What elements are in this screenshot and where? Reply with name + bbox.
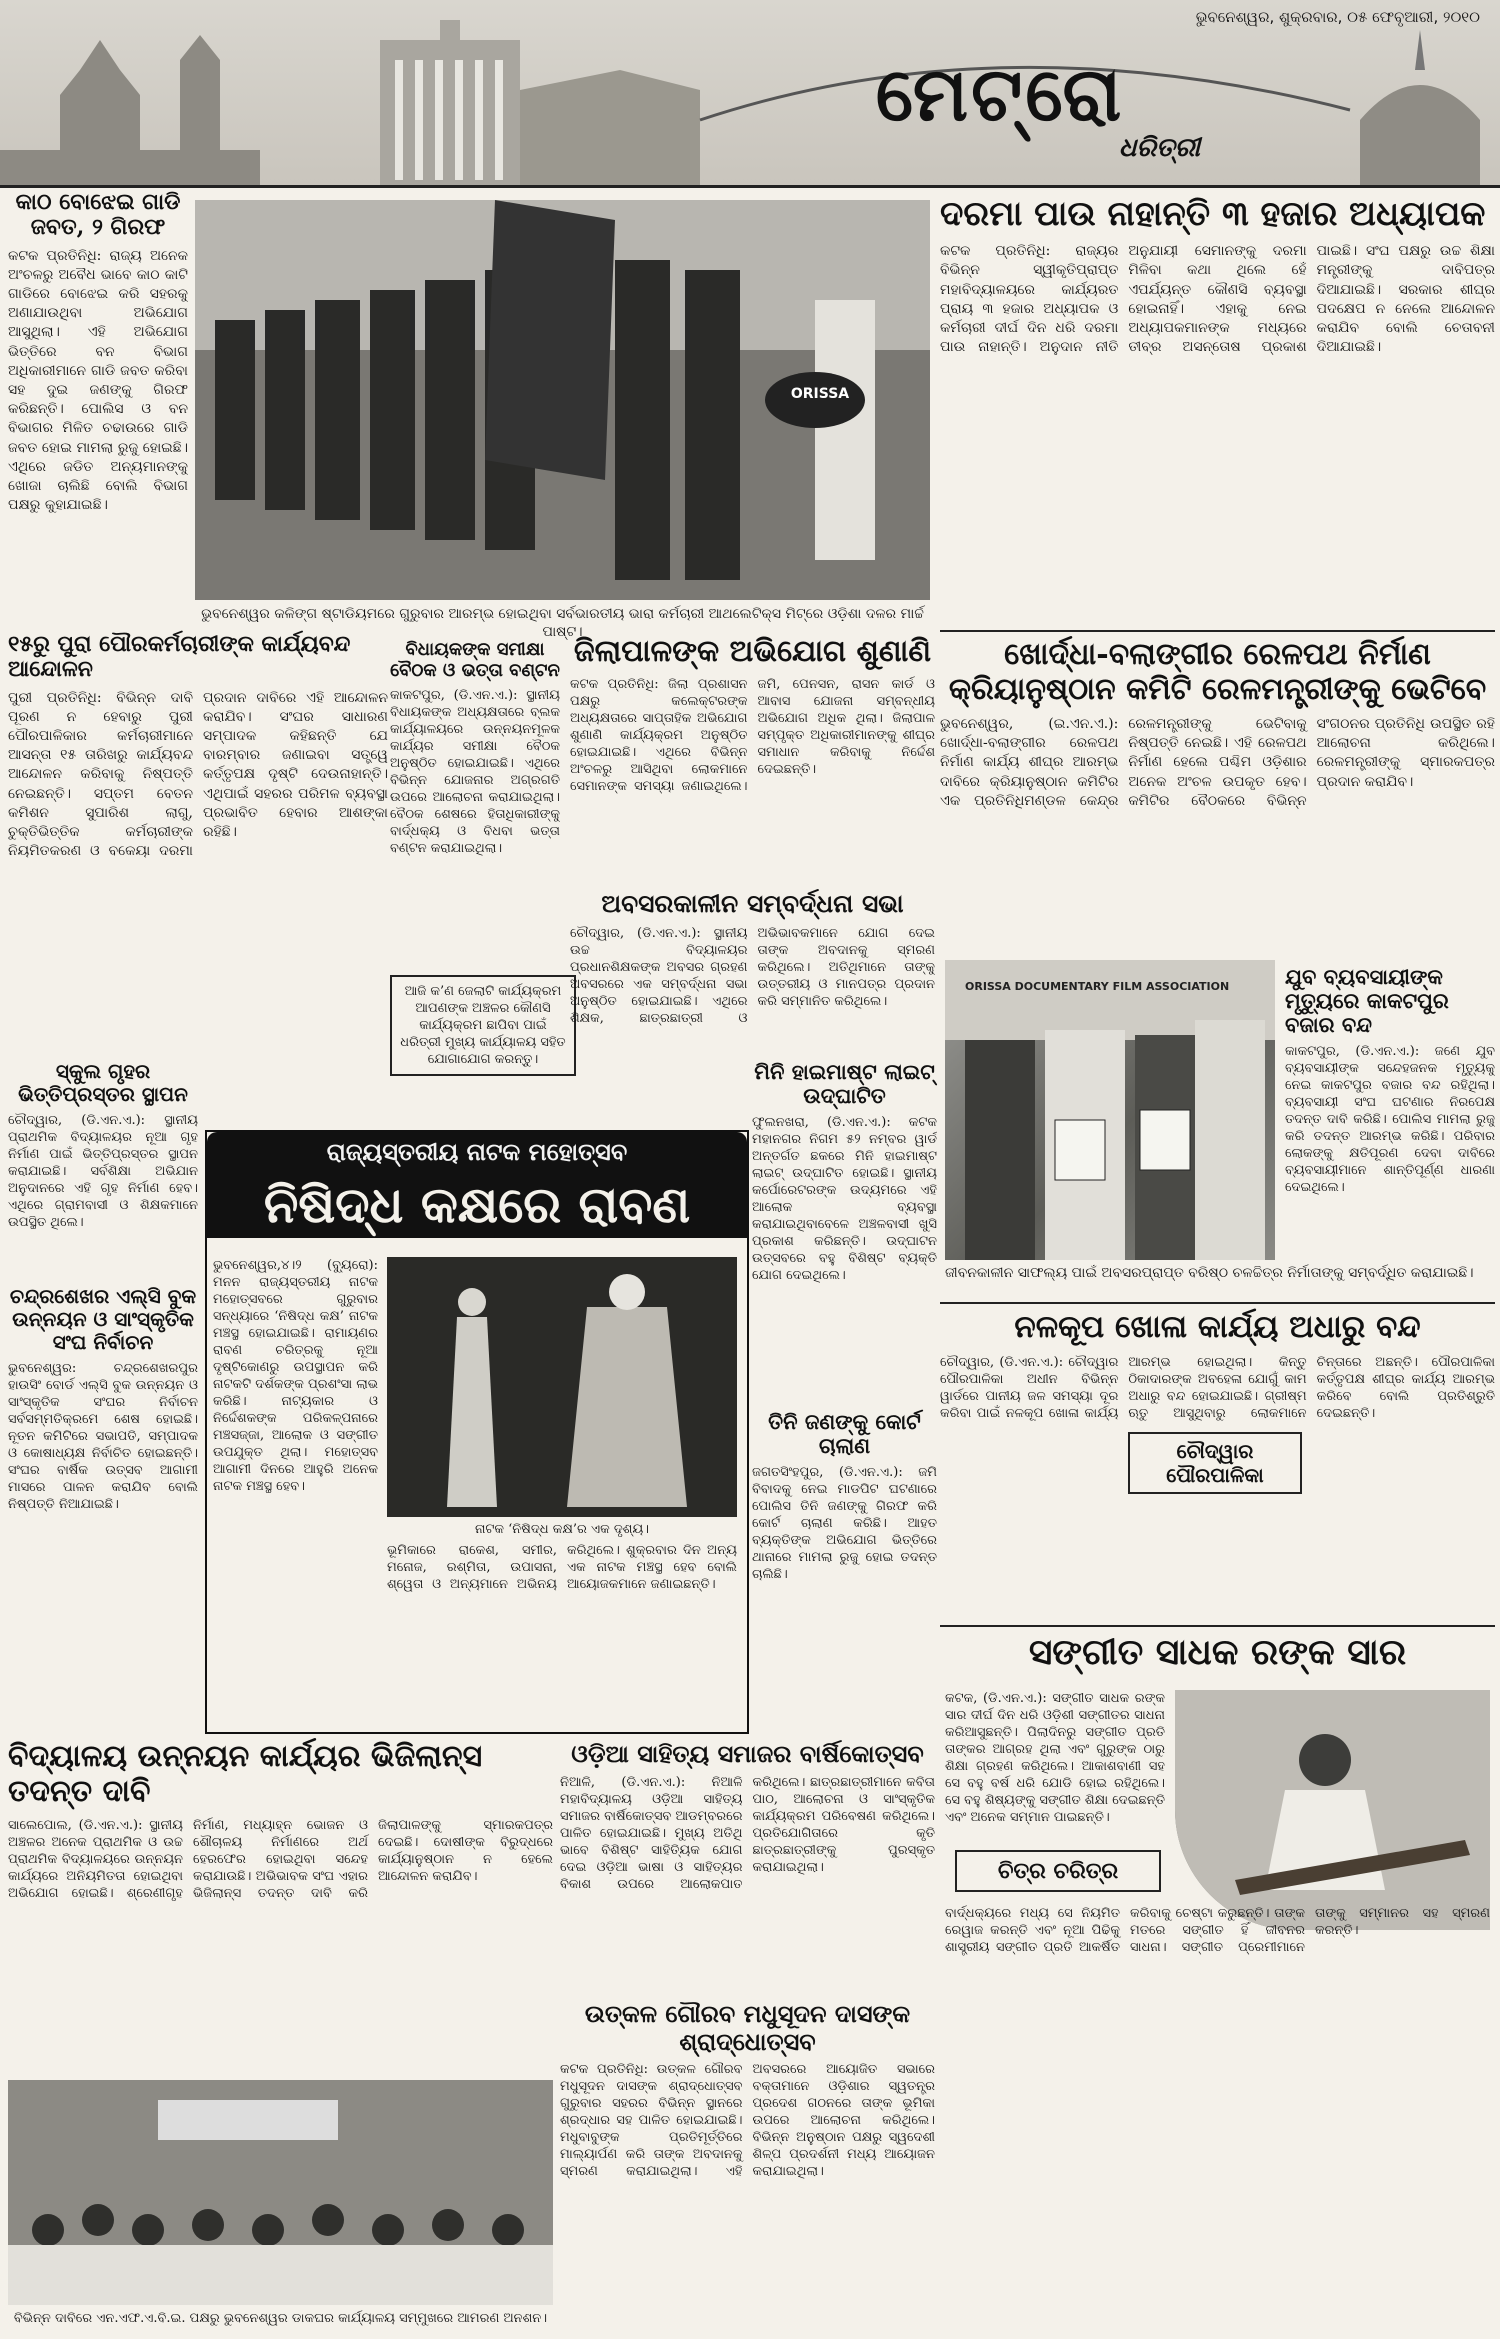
headline: ଚନ୍ଦ୍ରଶେଖର ଏଲ୍ସି ବୁକ ଉନ୍ନୟନ ଓ ସାଂସ୍କୃତିକ ସଂଘ ନିର୍ବାଚନ	[9, 1284, 197, 1354]
natak-photo	[387, 1257, 737, 1517]
divider	[940, 630, 1495, 632]
divider	[940, 1302, 1495, 1304]
headline: ୧୫ରୁ ପୁରା ପୌରକର୍ମଚାରୀଙ୍କ କାର୍ଯ୍ୟବନ୍ଦ ଆନ୍ଦୋଳନ	[8, 631, 351, 683]
parade-photo	[195, 200, 930, 600]
headline: ଜିଲାପାଳଙ୍କ ଅଭିଯୋଗ ଶୁଣାଣି	[573, 634, 932, 669]
article-body: କଟକ ପ୍ରତିନିଧି: ଉତ୍କଳ ଗୌରବ ମଧୁସୂଦନ ଦାସଙ୍କ ଶ୍ରାଦ୍ଧୋତ୍ସବ ଗୁରୁବାର ସହରର ବିଭିନ୍ନ ସ୍ଥାନରେ ଶ୍ରଦ୍ଧାର ସହ ପାଳିତ ହୋଇଯାଇଛି। ମଧୁବାବୁଙ୍କ ପ୍ରତିମୂର୍ତ୍ତିରେ ମାଲ୍ୟାର୍ପଣ କରି ତାଙ୍କ ଅବଦାନକୁ ସ୍ମରଣ କରାଯାଇଥିଲା। ଏହି ଅବସରରେ ଆୟୋଜିତ ସଭାରେ ବକ୍ତାମାନେ ଓଡ଼ିଶାର ସ୍ୱତନ୍ତ୍ର ପ୍ରଦେଶ ଗଠନରେ ତାଙ୍କ ଭୂମିକା ଉପରେ ଆଲୋଚନା କରିଥିଲେ। ବିଭିନ୍ନ ଅନୁଷ୍ଠାନ ପକ୍ଷରୁ ସ୍ୱଦେଶୀ ଶିଳ୍ପ ପ୍ରଦର୍ଶନୀ ମଧ୍ୟ ଆୟୋଜନ କରାଯାଇଥିଲା।	[560, 2062, 935, 2180]
sangeeta-tag: ଚିତ୍ର ଚରିତ୍ର	[955, 1850, 1161, 1892]
article-natak	[205, 1130, 749, 1734]
article-jilapala	[570, 635, 935, 836]
sangeeta-photo	[1175, 1690, 1490, 1930]
headline: ଓଡ଼ିଆ ସାହିତ୍ୟ ସମାଜର ବାର୍ଷିକୋତ୍ସବ	[571, 1739, 924, 1768]
article-body: ସାଲେପୋଲ, (ଡି.ଏନ.ଏ.): ସ୍ଥାନୀୟ ଅଞ୍ଚଳର ଅନେକ ପ୍ରାଥମିକ ଓ ଉଚ୍ଚ ପ୍ରାଥମିକ ବିଦ୍ୟାଳୟରେ ଉନ୍ନୟନ କାର୍ଯ୍ୟରେ ଅନିୟମିତତା ହୋଇଥିବା ଅଭିଯୋଗ ହୋଇଛି। ଶ୍ରେଣୀଗୃହ ନିର୍ମାଣ, ମଧ୍ୟାହ୍ନ ଭୋଜନ ଓ ଶୌଚାଳୟ ନିର୍ମାଣରେ ଅର୍ଥ ହେରଫେର ହୋଇଥିବା ସନ୍ଦେହ କରାଯାଉଛି। ଅଭିଭାବକ ସଂଘ ଏହାର ଭିଜିଲାନ୍ସ ତଦନ୍ତ ଦାବି କରି ଜିଲାପାଳଙ୍କୁ ସ୍ମାରକପତ୍ର ଦେଇଛି। ଦୋଷୀଙ୍କ ବିରୁଦ୍ଧରେ କାର୍ଯ୍ୟାନୁଷ୍ଠାନ ନ ହେଲେ ଆନ୍ଦୋଳନ କରାଯିବ।	[8, 1818, 553, 1901]
article-body: ନିଆଳି, (ଡି.ଏନ.ଏ.): ନିଆଳି ମହାବିଦ୍ୟାଳୟ ଓଡ଼ିଆ ସାହିତ୍ୟ ସମାଜର ବାର୍ଷିକୋତ୍ସବ ଆଡମ୍ବରରେ ପାଳିତ ହୋଇଯାଇଛି। ମୁଖ୍ୟ ଅତିଥି ଭାବେ ବିଶିଷ୍ଟ ସାହିତ୍ୟିକ ଯୋଗ ଦେଇ ଓଡ଼ିଆ ଭାଷା ଓ ସାହିତ୍ୟର ବିକାଶ ଉପରେ ଆଲୋକପାତ କରିଥିଲେ। ଛାତ୍ରଛାତ୍ରୀମାନେ କବିତା ପାଠ, ଆଲୋଚନା ଓ ସାଂସ୍କୃତିକ କାର୍ଯ୍ୟକ୍ରମ ପରିବେଷଣ କରିଥିଲେ। ପ୍ରତିଯୋଗିତାରେ କୃତି ଛାତ୍ରଛାତ୍ରୀଙ୍କୁ ପୁରସ୍କୃତ କରାଯାଇଥିଲା।	[560, 1774, 935, 1892]
award-banner: ORISSA DOCUMENTARY FILM ASSOCIATION	[965, 980, 1230, 993]
headline: ଖୋର୍ଦ୍ଧା-ବଲାଙ୍ଗୀର ରେଳପଥ ନିର୍ମାଣ	[1004, 637, 1431, 672]
article-bidhayak	[390, 640, 560, 937]
dharana-illustration	[8, 2080, 553, 2305]
article-chandrasekhar	[8, 1285, 198, 1740]
article-body: କାକଟପୁର, (ଡି.ଏନ.ଏ.): ଜଣେ ଯୁବ ବ୍ୟବସାୟୀଙ୍କ ସନ୍ଦେହଜନକ ମୃତ୍ୟୁକୁ ନେଇ କାକଟପୁର ବଜାର ବନ୍ଦ ରହିଥିଲା। ବ୍ୟବସାୟୀ ସଂଘ ଘଟଣାର ନିରପେକ୍ଷ ତଦନ୍ତ ଦାବି କରିଛି। ପୋଲିସ ମାମଲା ରୁଜୁ କରି ତଦନ୍ତ ଆରମ୍ଭ କରିଛି। ପରିବାର ଲୋକଙ୍କୁ କ୍ଷତିପୂରଣ ଦେବା ଦାବିରେ ବ୍ୟବସାୟୀମାନେ ଶାନ୍ତିପୂର୍ଣ୍ଣ ଧାରଣା ଦେଇଥିଲେ।	[1285, 1044, 1495, 1196]
article-body: ଭୁବନେଶ୍ୱର,୪।୨ (ବ୍ୟୁରୋ): ମନନ ରାଜ୍ୟସ୍ତରୀୟ ନାଟକ ମହୋତ୍ସବରେ ଗୁରୁବାର ସନ୍ଧ୍ୟାରେ ‘ନିଷିଦ୍ଧ କକ୍ଷ’ ନାଟକ ମଞ୍ଚସ୍ଥ ହୋଇଯାଇଛି। ରାମାୟଣର ରାବଣ ଚରିତ୍ରକୁ ନୂଆ ଦୃଷ୍ଟିକୋଣରୁ ଉପସ୍ଥାପନ କରି ନାଟକଟି ଦର୍ଶକଙ୍କ ପ୍ରଶଂସା ଲାଭ କରିଛି। ନାଟ୍ୟକାର ଓ ନିର୍ଦ୍ଦେଶକଙ୍କ ପରିକଳ୍ପନାରେ ମଞ୍ଚସଜ୍ଜା, ଆଲୋକ ଓ ସଙ୍ଗୀତ ଉପଯୁକ୍ତ ଥିଲା। ମହୋତ୍ସବ ଆଗାମୀ ଦିନରେ ଆହୁରି ଅନେକ ନାଟକ ମଞ୍ଚସ୍ଥ ହେବ।	[213, 1258, 378, 1494]
article-darama	[940, 195, 1495, 592]
article-body: ପୁରୀ ପ୍ରତିନିଧି: ବିଭିନ୍ନ ଦାବି ପୂରଣ ନ ହେବାରୁ ପୁରୀ ପୌରପାଳିକାର କର୍ମଚାରୀମାନେ ଆସନ୍ତା ୧୫ ତାରିଖରୁ କାର୍ଯ୍ୟବନ୍ଦ ଆନ୍ଦୋଳନ କରିବାକୁ ନିଷ୍ପତ୍ତି ନେଇଛନ୍ତି। ସପ୍ତମ ବେତନ କମିଶନ ସୁପାରିଶ ଲାଗୁ, ଚୁକ୍ତିଭିତ୍ତିକ କର୍ମଚାରୀଙ୍କ ନିୟମିତକରଣ ଓ ବକେୟା ଦରମା ପ୍ରଦାନ ଦାବିରେ ଏହି ଆନ୍ଦୋଳନ କରାଯିବ। ସଂଘର ସାଧାରଣ ସମ୍ପାଦକ କହିଛନ୍ତି ଯେ ବାରମ୍ବାର ଜଣାଇବା ସତ୍ତ୍ୱେ କର୍ତ୍ତୃପକ୍ଷ ଦୃଷ୍ଟି ଦେଉନାହାନ୍ତି। ଏଥିପାଇଁ ସହରର ପରିମଳ ବ୍ୟବସ୍ଥା ପ୍ରଭାବିତ ହେବାର ଆଶଙ୍କା ରହିଛି।	[8, 689, 388, 860]
article-body: ଜଗତସିଂହପୁର, (ଡି.ଏନ.ଏ.): ଜମି ବିବାଦକୁ ନେଇ ମାଡପିଟ ଘଟଣାରେ ପୋଲିସ ତିନି ଜଣଙ୍କୁ ଗିରଫ କରି କୋର୍ଟ ଚାଲାଣ କରିଛି। ଆହତ ବ୍ୟକ୍ତିଙ୍କ ଅଭିଯୋଗ ଭିତ୍ତିରେ ଥାନାରେ ମାମଲା ରୁଜୁ ହୋଇ ତଦନ୍ତ ଚାଲିଛି।	[752, 1465, 937, 1583]
article-body: ଫୁଲନଖରା, (ଡି.ଏନ.ଏ.): କଟକ ମହାନଗର ନିଗମ ୫୨ ନମ୍ବର ୱାର୍ଡ ଅନ୍ତର୍ଗତ ଛକରେ ମିନି ହାଇମାଷ୍ଟ ଲାଇଟ୍ ଉଦ୍‌ଘାଟିତ ହୋଇଛି। ସ୍ଥାନୀୟ କର୍ପୋରେଟରଙ୍କ ଉଦ୍ୟମରେ ଏହି ଆଲୋକ ବ୍ୟବସ୍ଥା କରାଯାଇଥିବାବେଳେ ଅଞ୍ଚଳବାସୀ ଖୁସି ପ୍ରକାଶ କରିଛନ୍ତି। ଉଦ୍‌ଘାଟନ ଉତ୍ସବରେ ବହୁ ବିଶିଷ୍ଟ ବ୍ୟକ୍ତି ଯୋଗ ଦେଇଥିଲେ।	[752, 1115, 937, 1284]
headline: ବିଧାୟକଙ୍କ ସମୀକ୍ଷା ବୈଠକ ଓ ଭତ୍ତା ବଣ୍ଟନ	[390, 639, 560, 681]
article-puro	[8, 632, 388, 1069]
article-tini	[752, 1410, 937, 1684]
headline: କାଠ ବୋଝେଇ ଗାଡି ଜବତ, ୨ ଗିରଫ	[15, 189, 181, 241]
article-body-continued: ଭୂମିକାରେ ରାକେଶ, ସମୀର, ମନୋଜ, ରଶ୍ମିତା, ଉପାସନା, ଶ୍ୱେତା ଓ ଅନ୍ୟମାନେ ଅଭିନୟ କରିଥିଲେ। ଶୁକ୍ରବାର ଦିନ ଅନ୍ୟ ଏକ ନାଟକ ମଞ୍ଚସ୍ଥ ହେବ ବୋଲି ଆୟୋଜକମାନେ ଜଣାଇଛନ୍ତି।	[387, 1543, 737, 1592]
promo-box	[390, 975, 576, 1076]
article-body: ଭୁବନେଶ୍ୱର, (ଇ.ଏନ.ଏ.): ଖୋର୍ଦ୍ଧା-ବଲାଙ୍ଗୀର ରେଳପଥ ନିର୍ମାଣ କାର୍ଯ୍ୟ ଶୀଘ୍ର ଆରମ୍ଭ ଦାବିରେ କ୍ରିୟାନୁଷ୍ଠାନ କମିଟିର ଏକ ପ୍ରତିନିଧିମଣ୍ଡଳ କେନ୍ଦ୍ର ରେଳମନ୍ତ୍ରୀଙ୍କୁ ଭେଟିବାକୁ ନିଷ୍ପତ୍ତି ନେଇଛି। ଏହି ରେଳପଥ ନିର୍ମାଣ ହେଲେ ପଶ୍ଚିମ ଓଡ଼ିଶାର ଅନେକ ଅଂଚଳ ଉପକୃତ ହେବ। କମିଟିର ବୈଠକରେ ବିଭିନ୍ନ ସଂଗଠନର ପ୍ରତିନିଧି ଉପସ୍ଥିତ ରହି ଆଲୋଚନା କରିଥିଲେ। ରେଳମନ୍ତ୍ରୀଙ୍କୁ ସ୍ମାରକପତ୍ର ପ୍ରଦାନ କରାଯିବ।	[940, 716, 1495, 809]
musician-illustration	[1175, 1690, 1490, 1930]
article-sangeeta	[940, 1632, 1495, 1673]
headline: ଯୁବ ବ୍ୟବସାୟୀଙ୍କ ମୃତ୍ୟୁରେ କାକଟପୁର ବଜାର ବନ୍ଦ	[1285, 964, 1449, 1038]
dharana-photo-caption: ବିଭିନ୍ନ ଦାବିରେ ଏନ.ଏଫ.ଏ.ବି.ଇ. ପକ୍ଷରୁ ଭୁବନେଶ୍ୱର ଡାକଘର କାର୍ଯ୍ୟାଳୟ ସମ୍ମୁଖରେ ଆମରଣ ଅନଶନ।	[13, 2311, 548, 2326]
award-illustration	[945, 960, 1275, 1260]
article-utkal	[560, 2000, 935, 2339]
headline: ନିଷିଦ୍ଧ କକ୍ଷରେ ରାବଣ	[207, 1172, 747, 1238]
award-photo	[945, 960, 1275, 1260]
award-photo-caption: ଜୀବନକାଳୀନ ସାଫଲ୍ୟ ପାଇଁ ଅବସରପ୍ରାପ୍ତ ବରିଷ୍ଠ ଚଳଚ୍ଚିତ୍ର ନିର୍ମାତାଙ୍କୁ ସମ୍ବର୍ଦ୍ଧିତ କରାଯାଇଛି।	[945, 1265, 1474, 1281]
subheadline: କ୍ରିୟାନୁଷ୍ଠାନ କମିଟି ରେଳମନ୍ତ୍ରୀଙ୍କୁ ଭେଟିବେ	[948, 671, 1487, 707]
headline: ଅବସରକାଳୀନ ସମ୍ବର୍ଦ୍ଧନା ସଭା	[601, 889, 904, 918]
divider	[940, 1625, 1495, 1627]
headline: ଉତ୍କଳ ଗୌରବ ମଧୁସୂଦନ ଦାସଙ୍କ ଶ୍ରାଦ୍ଧୋତ୍ସବ	[584, 1999, 911, 2056]
headline: ସ୍କୁଲ ଗୃହର ଭିତ୍ତିପ୍ରସ୍ତର ସ୍ଥାପନ	[18, 1059, 188, 1106]
natak-photo-caption: ନାଟକ ‘ନିଷିଦ୍ଧ କକ୍ଷ’ର ଏକ ଦୃଶ୍ୟ।	[474, 1522, 650, 1537]
headline: ଦରମା ପାଉ ନାହାନ୍ତି ୩ ହଜାର ଅଧ୍ୟାପକ	[940, 194, 1486, 234]
stage-illustration	[387, 1257, 737, 1517]
headline: ତିନି ଜଣଙ୍କୁ କୋର୍ଟ ଚାଲାଣ	[768, 1409, 921, 1459]
nalakupa-tag: ଚୌଦ୍ୱାର ପୌରପାଳିକା	[1128, 1432, 1302, 1494]
article-body: ଚୌଦ୍ୱାର, (ଡି.ଏନ.ଏ.): ସ୍ଥାନୀୟ ପ୍ରାଥମିକ ବିଦ୍ୟାଳୟର ନୂଆ ଗୃହ ନିର୍ମାଣ ପାଇଁ ଭିତ୍ତିପ୍ରସ୍ତର ସ୍ଥାପନ କରାଯାଇଛି। ସର୍ବଶିକ୍ଷା ଅଭିଯାନ ଅନୁଦାନରେ ଏହି ଗୃହ ନିର୍ମାଣ ହେବ। ଏଥିରେ ଗ୍ରାମବାସୀ ଓ ଶିକ୍ଷକମାନେ ଉପସ୍ଥିତ ଥିଲେ।	[8, 1113, 198, 1230]
dateline: ଭୁବନେଶ୍ୱର, ଶୁକ୍ରବାର, ୦୫ ଫେବୃଆରୀ, ୨୦୧୦	[1195, 8, 1480, 26]
headline: ମିନି ହାଇମାଷ୍ଟ ଲାଇଟ୍ ଉଦ୍‌ଘାଟିତ	[754, 1059, 935, 1109]
logo-subtitle: ଧରିତ୍ରୀ	[1118, 133, 1200, 163]
natak-banner: ରାଜ୍ୟସ୍ତରୀୟ ନାଟକ ମହୋତ୍ସବ	[207, 1132, 747, 1172]
parade-photo-caption: ଭୁବନେଶ୍ୱର କଳିଙ୍ଗ ଷ୍ଟାଡିୟମରେ ଗୁରୁବାର ଆରମ୍ଭ ହୋଇଥିବା ସର୍ବଭାରତୀୟ ଭାରା କର୍ମଚାରୀ ଆଥଲେଟିକ୍ସ ମିଟ୍‌ରେ ଓଡ଼ିଶା ଦଳର ମାର୍ଚ୍ଚ ପାଷ୍ଟ।	[201, 606, 924, 640]
article-yuba	[1285, 965, 1495, 1253]
article-body: କଟକ ପ୍ରତିନିଧି: ଜିଲା ପ୍ରଶାସନ ପକ୍ଷରୁ କଲେକ୍ଟରଙ୍କ ଅଧ୍ୟକ୍ଷତାରେ ସାପ୍ତାହିକ ଅଭିଯୋଗ ଶୁଣାଣି କାର୍ଯ୍ୟକ୍ରମ ଅନୁଷ୍ଠିତ ହୋଇଯାଇଛି। ଏଥିରେ ବିଭିନ୍ନ ଅଂଚଳରୁ ଆସିଥିବା ଲୋକମାନେ ସେମାନଙ୍କ ସମସ୍ୟା ଜଣାଇଥିଲେ। ଜମି, ପେନସନ, ରାସନ କାର୍ଡ ଓ ଆବାସ ଯୋଜନା ସମ୍ବନ୍ଧୀୟ ଅଭିଯୋଗ ଅଧିକ ଥିଲା। ଜିଲାପାଳ ସମ୍ପୃକ୍ତ ଅଧିକାରୀମାନଙ୍କୁ ଶୀଘ୍ର ସମାଧାନ କରିବାକୁ ନିର୍ଦ୍ଦେଶ ଦେଇଛନ୍ତି।	[570, 676, 935, 794]
article-bidyalaya	[8, 1740, 553, 2117]
article-body: ଭୁବନେଶ୍ୱର: ଚନ୍ଦ୍ରଶେଖରପୁର ହାଉସିଂ ବୋର୍ଡ ଏଲ୍ସି ବୁକ ଉନ୍ନୟନ ଓ ସାଂସ୍କୃତିକ ସଂଘର ନିର୍ବାଚନ ସର୍ବସମ୍ମତିକ୍ରମେ ଶେଷ ହୋଇଛି। ନୂତନ କମିଟିରେ ସଭାପତି, ସମ୍ପାଦକ ଓ କୋଷାଧ୍ୟକ୍ଷ ନିର୍ବାଚିତ ହୋଇଛନ୍ତି। ସଂଘର ବାର୍ଷିକ ଉତ୍ସବ ଆଗାମୀ ମାସରେ ପାଳନ କରାଯିବ ବୋଲି ନିଷ୍ପତ୍ତି ନିଆଯାଇଛି।	[8, 1361, 198, 1512]
article-odia-sahitya	[560, 1740, 935, 1994]
headline: ବିଦ୍ୟାଳୟ ଉନ୍ନୟନ କାର୍ଯ୍ୟର ଭିଜିଲାନ୍ସ ତଦନ୍ତ ଦାବି	[8, 1739, 483, 1809]
sangeeta-body-continued: ବାର୍ଦ୍ଧକ୍ୟରେ ମଧ୍ୟ ସେ ନିୟମିତ ରେୱାଜ କରନ୍ତି ଏବଂ ନୂଆ ପିଢିକୁ ଶାସ୍ତ୍ରୀୟ ସଙ୍ଗୀତ ପ୍ରତି ଆକର୍ଷିତ କରିବାକୁ ଚେଷ୍ଟା କରୁଛନ୍ତି। ତାଙ୍କ ମତରେ ସଙ୍ଗୀତ ହିଁ ଜୀବନର ସାଧନା। ସଙ୍ଗୀତ ପ୍ରେମୀମାନେ ତାଙ୍କୁ ସମ୍ମାନର ସହ ସ୍ମରଣ କରନ୍ତି।	[945, 1906, 1490, 1955]
newspaper-logo	[760, 52, 1240, 163]
logo-title: ମେଟ୍ରୋ	[875, 52, 1125, 138]
article-school-house	[8, 1060, 198, 1262]
article-body: କାକଟପୁର, (ଡି.ଏନ.ଏ.): ସ୍ଥାନୀୟ ବିଧାୟକଙ୍କ ଅଧ୍ୟକ୍ଷତାରେ ବ୍ଲକ କାର୍ଯ୍ୟାଳୟରେ ଉନ୍ନୟନମୂଳକ କାର୍ଯ୍ୟର ସମୀକ୍ଷା ବୈଠକ ଅନୁଷ୍ଠିତ ହୋଇଯାଇଛି। ଏଥିରେ ବିଭିନ୍ନ ଯୋଜନାର ଅଗ୍ରଗତି ଉପରେ ଆଲୋଚନା କରାଯାଇଥିଲା। ବୈଠକ ଶେଷରେ ହିତାଧିକାରୀଙ୍କୁ ବାର୍ଦ୍ଧକ୍ୟ ଓ ବିଧବା ଭତ୍ତା ବଣ୍ଟନ କରାଯାଇଥିଲା।	[390, 688, 560, 857]
article-body: ଚୌଦ୍ୱାର, (ଡି.ଏନ.ଏ.): ସ୍ଥାନୀୟ ଉଚ୍ଚ ବିଦ୍ୟାଳୟର ପ୍ରଧାନଶିକ୍ଷକଙ୍କ ଅବସର ଗ୍ରହଣ ଅବସରରେ ଏକ ସମ୍ବର୍ଦ୍ଧନା ସଭା ଅନୁଷ୍ଠିତ ହୋଇଯାଇଛି। ଏଥିରେ ଶିକ୍ଷକ, ଛାତ୍ରଛାତ୍ରୀ ଓ ଅଭିଭାବକମାନେ ଯୋଗ ଦେଇ ତାଙ୍କ ଅବଦାନକୁ ସ୍ମରଣ କରିଥିଲେ। ଅତିଥିମାନେ ତାଙ୍କୁ ଉତ୍ତରୀୟ ଓ ମାନପତ୍ର ପ୍ରଦାନ କରି ସମ୍ମାନିତ କରିଥିଲେ।	[570, 925, 935, 1026]
article-body: କଟକ ପ୍ରତିନିଧି: ରାଜ୍ୟ ଅନେକ ଅଂଚଳରୁ ଅବୈଧ ଭାବେ କାଠ କାଟି ଗାଡିରେ ବୋଝେଇ କରି ସହରକୁ ଅଣାଯାଉଥିବା ଅଭିଯୋଗ ଆସୁଥିଲା। ଏହି ଅଭିଯୋଗ ଭିତ୍ତିରେ ବନ ବିଭାଗ ଅଧିକାରୀମାନେ ଗାଡି ଜବତ କରିବା ସହ ଦୁଇ ଜଣଙ୍କୁ ଗିରଫ କରିଛନ୍ତି। ପୋଲିସ ଓ ବନ ବିଭାଗର ମିଳିତ ଚଢାଉରେ ଗାଡି ଜବତ ହୋଇ ମାମଲା ରୁଜୁ ହୋଇଛି। ଏଥିରେ ଜଡିତ ଅନ୍ୟମାନଙ୍କୁ ଖୋଜା ଚାଲିଛି ବୋଲି ବିଭାଗ ପକ୍ଷରୁ କୁହାଯାଇଛି।	[8, 247, 188, 514]
article-gadi	[8, 190, 188, 647]
article-mini	[752, 1060, 937, 1384]
promo-text: ଆଜି କ’ଣ ଜେଲାଟି କାର୍ଯ୍ୟକ୍ରମ ଆପଣଙ୍କ ଅଞ୍ଚଳର କୌଣସି କାର୍ଯ୍ୟକ୍ରମ ଛାପିବା ପାଇଁ ଧରିତ୍ରୀ ମୁଖ୍ୟ କାର୍ଯ୍ୟାଳୟ ସହିତ ଯୋଗାଯୋଗ କରନ୍ତୁ।	[400, 984, 566, 1067]
dharana-photo	[8, 2080, 553, 2305]
orissa-sign: ORISSA	[790, 386, 850, 402]
article-body: କଟକ ପ୍ରତିନିଧି: ରାଜ୍ୟର ବିଭିନ୍ନ ସ୍ୱୀକୃତିପ୍ରାପ୍ତ ମହାବିଦ୍ୟାଳୟରେ କାର୍ଯ୍ୟରତ ପ୍ରାୟ ୩ ହଜାର ଅଧ୍ୟାପକ ଓ କର୍ମଚାରୀ ଦୀର୍ଘ ଦିନ ଧରି ଦରମା ପାଉ ନାହାନ୍ତି। ଅନୁଦାନ ନୀତି ଅନୁଯାୟୀ ସେମାନଙ୍କୁ ଦରମା ମିଳିବା କଥା ଥିଲେ ହେଁ ଏପର୍ଯ୍ୟନ୍ତ କୌଣସି ବ୍ୟବସ୍ଥା ହୋଇନାହିଁ। ଏହାକୁ ନେଇ ଅଧ୍ୟାପକମାନଙ୍କ ମଧ୍ୟରେ ତୀବ୍ର ଅସନ୍ତୋଷ ପ୍ରକାଶ ପାଇଛି। ସଂଘ ପକ୍ଷରୁ ଉଚ୍ଚ ଶିକ୍ଷା ମନ୍ତ୍ରୀଙ୍କୁ ଦାବିପତ୍ର ଦିଆଯାଇଛି। ସରକାର ଶୀଘ୍ର ପଦକ୍ଷେପ ନ ନେଲେ ଆନ୍ଦୋଳନ କରାଯିବ ବୋଲି ଚେତାବନୀ ଦିଆଯାଇଛି।	[940, 243, 1495, 356]
headline: ସଙ୍ଗୀତ ସାଧକ ରଙ୍କ ସାର	[1028, 1631, 1407, 1673]
article-khordha	[940, 638, 1495, 950]
headline: ନଳକୂପ ଖୋଳା କାର୍ଯ୍ୟ ଅଧାରୁ ବନ୍ଦ	[1014, 1309, 1421, 1345]
article-abasara	[570, 890, 935, 1075]
sangeeta-body: କଟକ, (ଡି.ଏନ.ଏ.): ସଙ୍ଗୀତ ସାଧକ ରଙ୍କ ସାର ଦୀର୍ଘ ଦିନ ଧରି ଓଡ଼ିଶୀ ସଙ୍ଗୀତର ସାଧନା କରିଆସୁଛନ୍ତି। ପିଲାଦିନରୁ ସଙ୍ଗୀତ ପ୍ରତି ତାଙ୍କର ଆଗ୍ରହ ଥିଲା ଏବଂ ଗୁରୁଙ୍କ ଠାରୁ ଶିକ୍ଷା ଗ୍ରହଣ କରିଥିଲେ। ଆକାଶବାଣୀ ସହ ସେ ବହୁ ବର୍ଷ ଧରି ଯୋଡି ହୋଇ ରହିଥିଲେ। ସେ ବହୁ ଶିଷ୍ୟଙ୍କୁ ସଙ୍ଗୀତ ଶିକ୍ଷା ଦେଇଛନ୍ତି ଏବଂ ଅନେକ ସମ୍ମାନ ପାଇଛନ୍ତି।	[945, 1691, 1165, 1825]
masthead	[0, 0, 1500, 188]
article-body: ଚୌଦ୍ୱାର, (ଡି.ଏନ.ଏ.): ଚୌଦ୍ୱାର ପୌରପାଳିକା ଅଧୀନ ବିଭିନ୍ନ ୱାର୍ଡରେ ପାନୀୟ ଜଳ ସମସ୍ୟା ଦୂର କରିବା ପାଇଁ ନଳକୂପ ଖୋଳା କାର୍ଯ୍ୟ ଆରମ୍ଭ ହୋଇଥିଲା। କିନ୍ତୁ ଠିକାଦାରଙ୍କ ଅବହେଳା ଯୋଗୁଁ କାମ ଅଧାରୁ ବନ୍ଦ ହୋଇଯାଇଛି। ଗ୍ରୀଷ୍ମ ଋତୁ ଆସୁଥିବାରୁ ଲୋକମାନେ ଚିନ୍ତାରେ ଅଛନ୍ତି। ପୌରପାଳିକା କର୍ତ୍ତୃପକ୍ଷ ଶୀଘ୍ର କାର୍ଯ୍ୟ ଆରମ୍ଭ କରିବେ ବୋଲି ପ୍ରତିଶ୍ରୁତି ଦେଇଛନ୍ତି।	[940, 1354, 1495, 1421]
